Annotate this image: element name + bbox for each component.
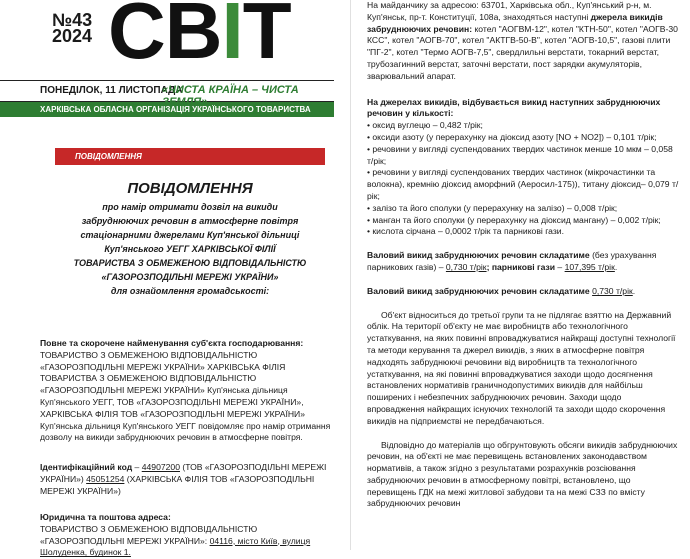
list-item: • оксиди азоту (у перерахунку на діоксид азоту [NO + NO2]) – 0,101 т/рік; bbox=[367, 131, 657, 142]
date-bar bbox=[0, 80, 334, 102]
title-part-right: Т bbox=[242, 0, 291, 75]
list-item: • кислота сірчана – 0,0002 т/рік та парникові гази. bbox=[367, 226, 564, 237]
emissions-heading: На джерелах викидів, відбувається викид наступних забруднюючих речовин у кількості: bbox=[367, 96, 661, 119]
sources-paragraph bbox=[367, 0, 679, 83]
list-item-text: манган та його сполуки (у перерахунку на діоксид мангану) – 0,002 т/рік; bbox=[372, 214, 661, 225]
notice-line: ТОВАРИСТВА З ОБМЕЖЕНОЮ ВІДПОВІДАЛЬНІСТЮ bbox=[73, 258, 307, 268]
id-code-2: 45051254 bbox=[86, 473, 125, 484]
notice-line: забруднюючих речовин в атмосферне повітря bbox=[81, 216, 299, 226]
total-emissions-2 bbox=[367, 286, 679, 298]
ghg-value: 107,395 т/рік bbox=[564, 261, 615, 272]
list-item: • речовини у вигляді суспендованих твердих частинок (мікрочастинки та волокна), кремнію діоксид аморфний (Аеросил-175)), титану діоксид– 0,079 т/рік; bbox=[367, 167, 679, 201]
notice-line: Куп'янського УЕГГ ХАРКІВСЬКОЇ ФІЛІЇ bbox=[104, 244, 276, 254]
total-note: (без урахування парникових газів) – bbox=[367, 250, 657, 272]
list-item-text: оксид вуглецю – 0,482 т/рік; bbox=[372, 120, 483, 131]
issue-date: ПОНЕДІЛОК, 11 ЛИСТОПАДА bbox=[40, 85, 183, 96]
total-emissions-1 bbox=[367, 250, 679, 274]
issue-number bbox=[52, 12, 92, 44]
total-label: Валовий викид забруднюючих речовин складатиме bbox=[367, 250, 590, 261]
list-item: • залізо та його сполуки (у перерахунку на залізо) – 0,008 т/рік; bbox=[367, 202, 618, 213]
list-item-text: речовини у вигляді суспендованих твердих частинок менше 10 мкм – 0,058 т/рік; bbox=[367, 143, 673, 166]
total-2-value: 0,730 т/рік bbox=[592, 285, 633, 296]
address-text bbox=[40, 524, 340, 559]
title-part-left: СВ bbox=[108, 0, 222, 75]
newspaper-title bbox=[108, 0, 291, 76]
address-block bbox=[40, 512, 340, 559]
list-item-text: оксиди азоту (у перерахунку на діоксид азоту [NO + NO2]) – 0,101 т/рік; bbox=[372, 131, 657, 142]
sources-list: котел "АОГВМ-12", котел "КТН-50", котел "АОГВ-30 КСС", котел "АОГВ-70", котел "АКТГВ-50-В", котел "АОГВ-10,5", газові плити "ПГ-2", котел "Термо АОГВ-7,5", свердлильні верстати, токарний верстат, трубозагинний верстат, заточні верстати, пост зарядки акумуляторів, зварювальний апарат. bbox=[367, 23, 678, 81]
slogan: «ЧИСТА КРАЇНА – ЧИСТА bbox=[162, 84, 299, 96]
list-item-text: кислота сірчана – 0,0002 т/рік та парникові гази. bbox=[372, 226, 564, 237]
right-column bbox=[367, 0, 679, 510]
title-part-i: І bbox=[221, 0, 243, 75]
id-code-block: Ідентифікаційний код – 44907200 (ТОВ «ГАЗОРОЗПОДІЛЬНІ МЕРЕЖІ УКРАЇНИ») 45051254 (ХАРКІВСЬКА ФІЛІЯ ТОВ «ГАЗОРОЗПОДІЛЬНІ МЕРЕЖІ УКРАЇНИ») bbox=[40, 462, 327, 496]
entity-name-text: ТОВАРИСТВО З ОБМЕЖЕНОЮ ВІДПОВІДАЛЬНІСТЮ «ГАЗОРОЗПОДІЛЬНІ МЕРЕЖІ УКРАЇНИ» ХАРКІВСЬКА ФІЛІЯ ТОВАРИСТВА З ОБМЕЖЕНОЮ ВІДПОВІДАЛЬНІСТЮ «ГАЗОРОЗПОДІЛЬНІ МЕРЕЖІ УКРАЇНИ» Куп'янська дільниця Куп'янського УЕГГ, ТОВ «ГАЗОРОЗПОДІЛЬНІ МЕРЕЖІ УКРАЇНИ», ХАРКІВСЬКА ФІЛІЯ ТОВ «ГАЗОРОЗПОДІЛЬНІ МЕРЕЖІ УКРАЇНИ» Куп'янська дільниця Куп'янського УЕГГ повідомляє про намір отримання дозволу на викиди забруднюючих речовин в атмосферне повітря. bbox=[40, 349, 331, 443]
total-2-end: . bbox=[632, 285, 636, 296]
ghg-label: ; парникові гази bbox=[486, 261, 556, 272]
id-code-2-owner: (ХАРКІВСЬКА ФІЛІЯ ТОВ «ГАЗОРОЗПОДІЛЬНІ МЕРЕЖІ УКРАЇНИ») bbox=[40, 473, 315, 496]
list-item-text: речовини у вигляді суспендованих твердих частинок (мікрочастинки та волокна), кремнію діоксид аморфний (Аеросил-175)), титану діоксид– 0,079 т/рік; bbox=[367, 167, 679, 201]
notice-line: про намір отримати дозвіл на викиди bbox=[102, 202, 278, 212]
emissions-list bbox=[367, 120, 679, 238]
sources-intro: На майданчику за адресою: 63701, Харківська обл., Куп'янський р-н, м. Куп'янськ, пр-т. Конституції, 108а, знаходяться наступні bbox=[367, 0, 652, 22]
entity-name-heading: Повне та скорочене найменування суб'єкта господарювання: bbox=[40, 338, 304, 348]
id-code-heading: Ідентифікаційний код bbox=[40, 462, 133, 472]
issue-year: 2024 bbox=[52, 26, 93, 46]
list-item: • оксид вуглецю – 0,482 т/рік; bbox=[367, 120, 483, 131]
list-item-text: залізо та його сполуки (у перерахунку на залізо) – 0,008 т/рік; bbox=[372, 202, 618, 213]
total-2-label: Валовий викид забруднюючих речовин складатиме bbox=[367, 285, 593, 296]
address-heading: Юридична та поштова адреса: bbox=[40, 512, 171, 522]
notice-line: «ГАЗОРОЗПОДІЛЬНІ МЕРЕЖІ УКРАЇНИ» bbox=[101, 272, 279, 282]
notice-subtitle bbox=[40, 200, 340, 298]
notice-line: стаціонарними джерелами Куп'янської дільниці bbox=[80, 230, 300, 240]
compliance-paragraph: Відповідно до матеріалів що обгрунтовують обсяги викидів забруднюючих речовин, на об'єкті не має перевищень встановлених законодавством нормативів, а також згідно з результатами розрахунків розсіювання забруднюючих речовин в атмосферному повітрі, встановлено, що перевищень ГДК на межі житлової забудови та на межі СЗЗ по вмісту забруднюючих речовин bbox=[367, 439, 678, 509]
column-divider bbox=[350, 0, 351, 550]
notice-title: ПОВІДОМЛЕННЯ bbox=[127, 180, 253, 197]
section-header bbox=[55, 148, 325, 165]
organization-banner bbox=[0, 102, 334, 129]
sources-heading: джерела викидів забруднюючих речовин: bbox=[367, 11, 663, 34]
object-category-paragraph: Об'єкт відноситься до третьої групи та не підлягає взяттю на Державний облік. На території об'єкту не має виробництв або технологічного устаткування, на яких повинні впроваджуватися найкращі доступні технології та методи керування та джерел викидів, з яких в атмосферне повітря надходять забруднюючі речовини від виробництв та технологічного устаткування, на які повинні впроваджуватися заходи щодо досягнення встановлених нормативів граничнодопустимих викидів для найбільш поширених і небезпечних забруднюючих речовин. Заходи щодо впровадження найкращих існуючих технологій та заходи щодо скорочення викидів на підприємстві не передбачаються. bbox=[367, 309, 676, 426]
total-value: 0,730 т/рік bbox=[445, 261, 487, 272]
total-end: . bbox=[614, 261, 618, 272]
entity-name-block bbox=[40, 338, 340, 444]
notice-line: для ознайомлення громадськості: bbox=[110, 286, 270, 296]
address-owner: ТОВАРИСТВО З ОБМЕЖЕНОЮ ВІДПОВІДАЛЬНІСТЮ «ГАЗОРОЗПОДІЛЬНІ МЕРЕЖІ УКРАЇНИ»: bbox=[40, 523, 258, 546]
list-item: • манган та його сполуки (у перерахунку на діоксид мангану) – 0,002 т/рік; bbox=[367, 214, 661, 225]
address-value: 04116, місто Київ, вулиця Шолуденка, будинок 1. bbox=[40, 535, 311, 558]
organization-name: ХАРКІВСЬКА ОБЛАСНА ОРГАНІЗАЦІЯ УКРАЇНСЬКОГО ТОВАРИСТВА ОХОРОНИ ПРИРОДИ bbox=[40, 105, 311, 129]
section-label: ПОВІДОМЛЕННЯ bbox=[75, 152, 142, 161]
list-item: • речовини у вигляді суспендованих твердих частинок менше 10 мкм – 0,058 т/рік; bbox=[367, 143, 673, 166]
id-code-1-owner: (ТОВ «ГАЗОРОЗПОДІЛЬНІ МЕРЕЖІ УКРАЇНИ») bbox=[40, 462, 327, 484]
issue-no: №43 bbox=[52, 10, 93, 30]
ghg-dash: – bbox=[555, 261, 565, 272]
id-code-1: 44907200 bbox=[141, 462, 180, 472]
